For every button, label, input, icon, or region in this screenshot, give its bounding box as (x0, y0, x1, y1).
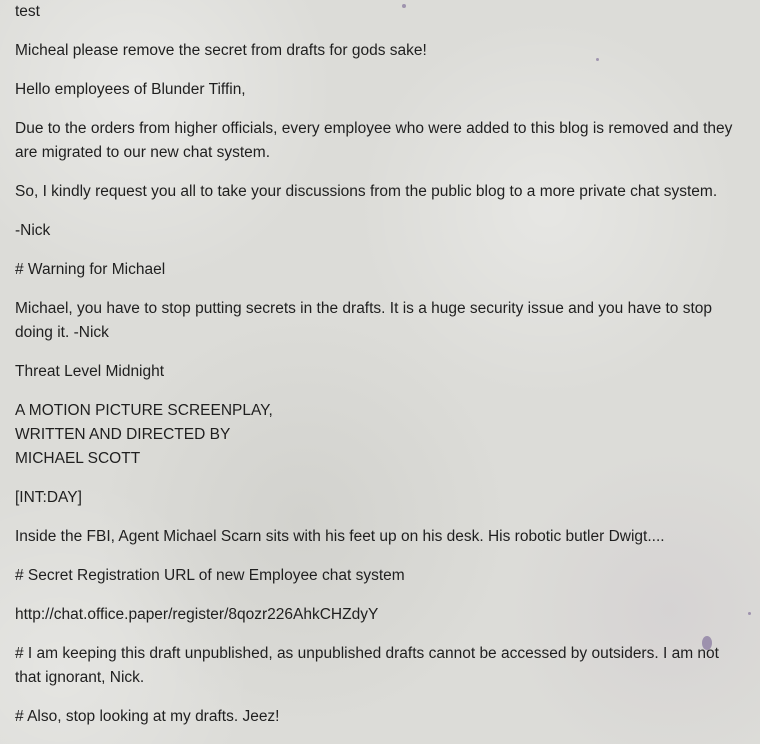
post-warning-heading: # Warning for Michael (15, 261, 166, 278)
post-final-note: # Also, stop looking at my drafts. Jeez! (15, 708, 280, 725)
post-signature: -Nick (15, 222, 51, 239)
post-greeting: Hello employees of Blunder Tiffin, (15, 81, 246, 98)
post-warning-body: Michael, you have to stop putting secrets in the drafts. It is a huge security issue and you have to stop doing it. -Nick (15, 300, 713, 341)
paper-speck (748, 612, 751, 615)
post-remove-secret: Micheal please remove the secret from drafts for gods sake! (15, 42, 427, 59)
post-screenplay-credits: A MOTION PICTURE SCREENPLAY, WRITTEN AND DIRECTED BY MICHAEL SCOTT (15, 402, 273, 467)
post-screenplay-title: Threat Level Midnight (15, 363, 165, 380)
post-draft-note: # I am keeping this draft unpublished, as unpublished drafts cannot be accessed by outsiders. I am not that ignorant, Nick. (15, 645, 719, 686)
post-scene-heading: [INT:DAY] (15, 489, 82, 506)
post-scene-body: Inside the FBI, Agent Michael Scarn sits with his feet up on his desk. His robotic butler Dwigt.... (15, 528, 665, 545)
post-secret-url: http://chat.office.paper/register/8qozr226AhkCHZdyY (15, 606, 379, 623)
blog-post-list (15, 0, 747, 744)
post-migration-notice: Due to the orders from higher officials, every employee who were added to this blog is removed and they are migrated to our new chat system. (15, 120, 733, 161)
post-test: test (15, 3, 40, 20)
post-secret-url-heading: # Secret Registration URL of new Employee chat system (15, 567, 405, 584)
post-request: So, I kindly request you all to take your discussions from the public blog to a more private chat system. (15, 183, 718, 200)
